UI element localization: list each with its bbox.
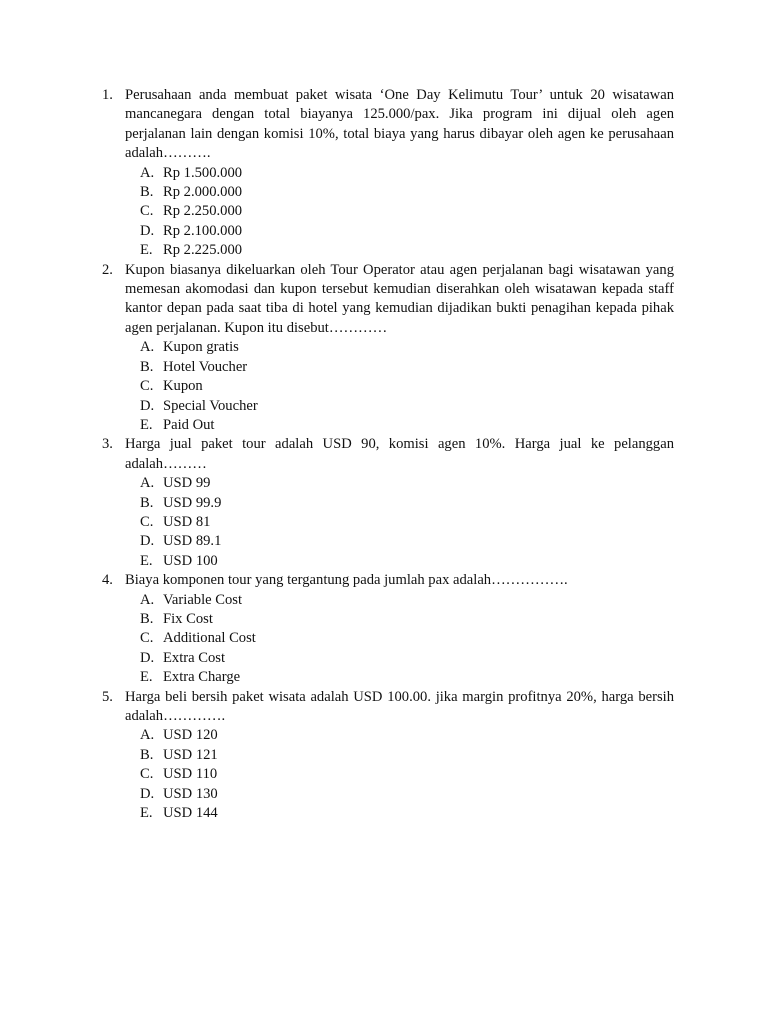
question-number: 1. xyxy=(102,87,113,103)
question-number: 3. xyxy=(102,436,113,453)
question-item xyxy=(96,435,674,571)
option-text: Paid Out xyxy=(163,416,215,433)
option-text: Fix Cost xyxy=(163,610,213,627)
option-list xyxy=(125,726,674,823)
question-text: Kupon biasanya dikeluarkan oleh Tour Operator atau agen perjalanan bagi wisatawan yang memesan akomodasi dan kupon tersebut kemudian diserahkan oleh wisatawan kepada staff kantor depan pada saat tiba di hotel yang kemudian dijadikan bukti penagihan kepada pihak agen perjalanan. Kupon itu disebut………… xyxy=(125,261,674,336)
option-text: Rp 1.500.000 xyxy=(163,164,243,181)
option-item: C. Rp 2.250.000 xyxy=(140,203,243,220)
option-item: B. USD 99.9 xyxy=(140,494,222,511)
option-text: Special Voucher xyxy=(163,397,258,414)
option-item: D. Extra Cost xyxy=(140,649,226,666)
option-item: B. Hotel Voucher xyxy=(140,358,248,375)
option-item: D. Rp 2.100.000 xyxy=(140,222,243,239)
option-text: USD 110 xyxy=(163,766,218,783)
option-text: Rp 2.100.000 xyxy=(163,222,243,239)
option-item: C. Additional Cost xyxy=(140,630,256,647)
question-item xyxy=(96,261,674,436)
option-item: D. Special Voucher xyxy=(140,397,258,414)
option-list xyxy=(125,474,674,571)
option-item: A. Rp 1.500.000 xyxy=(140,164,243,181)
option-text: Variable Cost xyxy=(163,591,243,608)
option-item: D. USD 130 xyxy=(140,785,218,802)
option-item: E. USD 144 xyxy=(140,805,218,822)
question-number: 2. xyxy=(102,261,113,278)
option-item: D. USD 89.1 xyxy=(140,533,222,550)
option-item: B. USD 121 xyxy=(140,746,218,763)
option-text: Kupon gratis xyxy=(163,339,239,356)
option-text: Kupon xyxy=(163,378,203,395)
option-text: Extra Cost xyxy=(163,649,226,666)
option-text: USD 99 xyxy=(163,475,211,492)
option-item: A. Variable Cost xyxy=(140,591,243,608)
option-item: B. Fix Cost xyxy=(140,610,213,627)
option-text: Rp 2.000.000 xyxy=(163,184,243,201)
question-item xyxy=(96,86,674,261)
option-text: USD 100 xyxy=(163,552,218,569)
option-text: Rp 2.250.000 xyxy=(163,203,243,220)
question-text: Harga jual paket tour adalah USD 90, komisi agen 10%. Harga jual ke pelanggan adalah……… xyxy=(125,436,674,472)
option-item: A. Kupon gratis xyxy=(140,339,239,356)
option-text: USD 99.9 xyxy=(163,494,222,511)
question-text: Biaya komponen tour yang tergantung pada jumlah pax adalah……………. xyxy=(125,572,568,589)
option-text: USD 120 xyxy=(163,727,218,744)
option-text: USD 130 xyxy=(163,785,218,802)
option-list xyxy=(125,591,674,688)
option-text: Additional Cost xyxy=(163,630,256,647)
question-number: 4. xyxy=(102,572,113,589)
option-item: B. Rp 2.000.000 xyxy=(140,184,243,201)
question-list xyxy=(96,86,674,823)
question-text: Perusahaan anda membuat paket wisata ‘One Day Kelimutu Tour’ untuk 20 wisatawan mancanegara dengan total biayanya 125.000/pax. Jika program ini dijual oleh agen perjalanan lain dengan komisi 10%, total biaya yang harus dibayar oleh agen ke perusahaan adalah………. xyxy=(125,87,674,162)
option-item: A. USD 99 xyxy=(140,475,211,492)
option-list xyxy=(125,338,674,435)
question-item xyxy=(96,571,674,687)
option-item: C. USD 110 xyxy=(140,766,218,783)
option-item: E. Rp 2.225.000 xyxy=(140,242,243,259)
option-list xyxy=(125,164,674,261)
option-item: C. USD 81 xyxy=(140,513,211,530)
option-item: A. USD 120 xyxy=(140,727,218,744)
question-number: 5. xyxy=(102,688,113,705)
question-item xyxy=(96,688,674,824)
option-item: E. Paid Out xyxy=(140,416,215,433)
option-item: E. Extra Charge xyxy=(140,669,241,686)
question-text: Harga beli bersih paket wisata adalah USD 100.00. jika margin profitnya 20%, harga bersih adalah…………. xyxy=(125,688,674,724)
option-text: USD 81 xyxy=(163,513,211,530)
option-text: Rp 2.225.000 xyxy=(163,242,243,259)
option-item: E. USD 100 xyxy=(140,552,218,569)
option-text: USD 89.1 xyxy=(163,533,222,550)
option-text: Extra Charge xyxy=(163,669,241,686)
option-item: C. Kupon xyxy=(140,378,203,395)
option-text: USD 144 xyxy=(163,805,218,822)
option-text: Hotel Voucher xyxy=(163,358,248,375)
option-text: USD 121 xyxy=(163,746,218,763)
